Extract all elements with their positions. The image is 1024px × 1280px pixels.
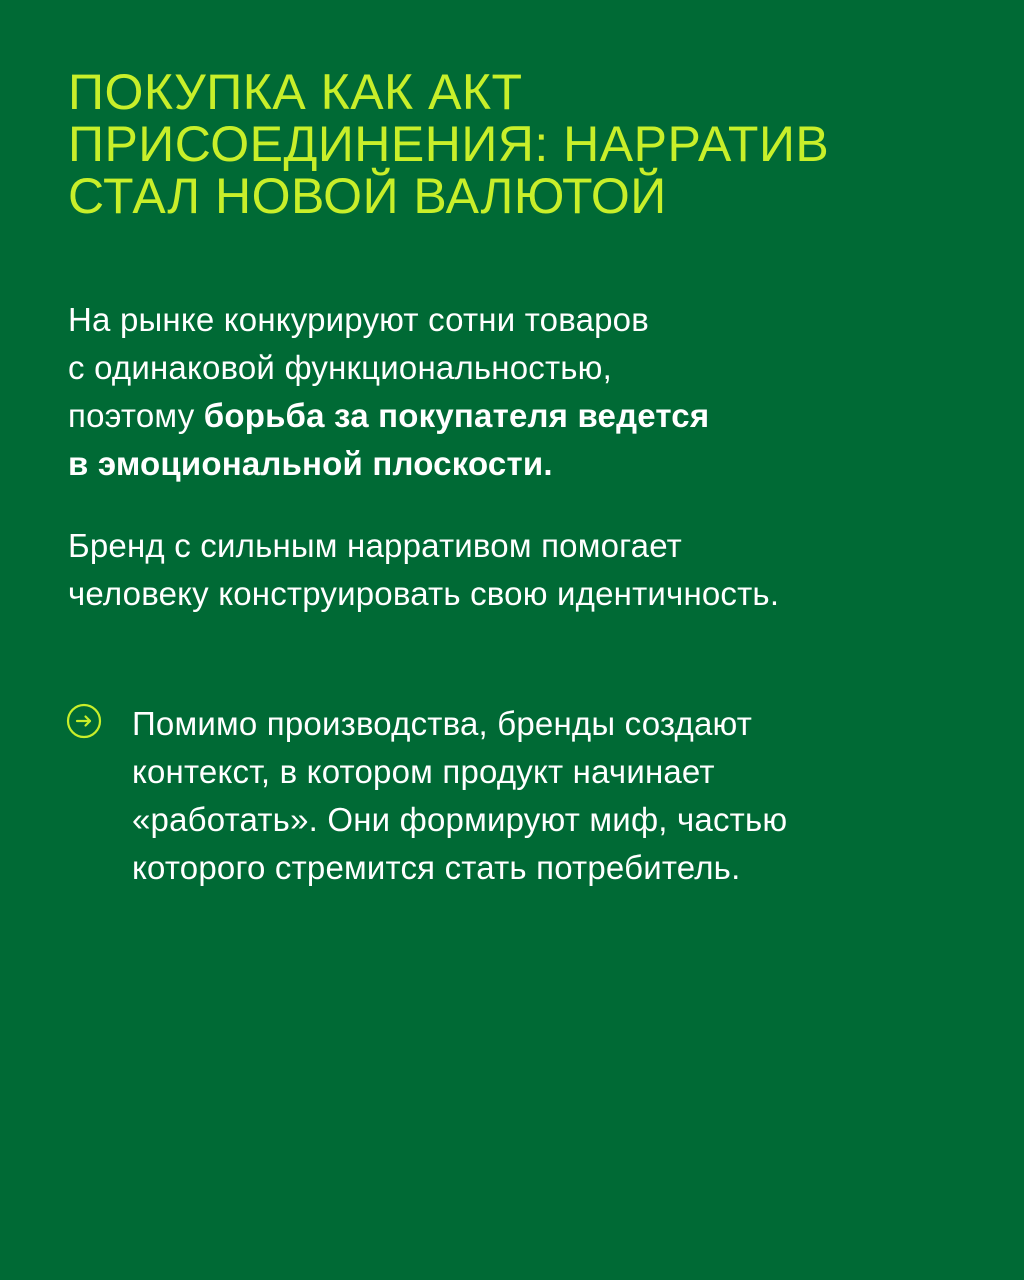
paragraph-line: с одинаковой функциональностью, [68, 349, 612, 386]
title-line: ПРИСОЕДИНЕНИЯ: НАРРАТИВ [68, 116, 830, 172]
intro-paragraph [68, 296, 709, 488]
paragraph-bold-text: в эмоциональной плоскости. [68, 445, 553, 482]
slide-title [68, 66, 968, 222]
paragraph-line: человеку конструировать свою идентичность. [68, 575, 780, 612]
note-line: Помимо производства, бренды создают [132, 705, 753, 742]
title-line: СТАЛ НОВОЙ ВАЛЮТОЙ [68, 168, 667, 224]
note-line: контекст, в котором продукт начинает [132, 753, 715, 790]
title-line: ПОКУПКА КАК АКТ [68, 64, 523, 120]
note-line: которого стремится стать потребитель. [132, 849, 741, 886]
paragraph-line: На рынке конкурируют сотни товаров [68, 301, 649, 338]
note-line: «работать». Они формируют миф, частью [132, 801, 788, 838]
identity-paragraph [68, 522, 779, 618]
paragraph-line [68, 440, 709, 488]
paragraph-regular-text: поэтому [68, 397, 204, 434]
paragraph-bold-text: борьба за покупателя ведется [203, 397, 710, 434]
paragraph-line [68, 392, 709, 440]
paragraph-line: Бренд с сильным нарративом помогает [68, 527, 682, 564]
arrow-right-circle-icon [66, 703, 102, 739]
note-text [132, 700, 787, 892]
note-block [66, 700, 966, 900]
